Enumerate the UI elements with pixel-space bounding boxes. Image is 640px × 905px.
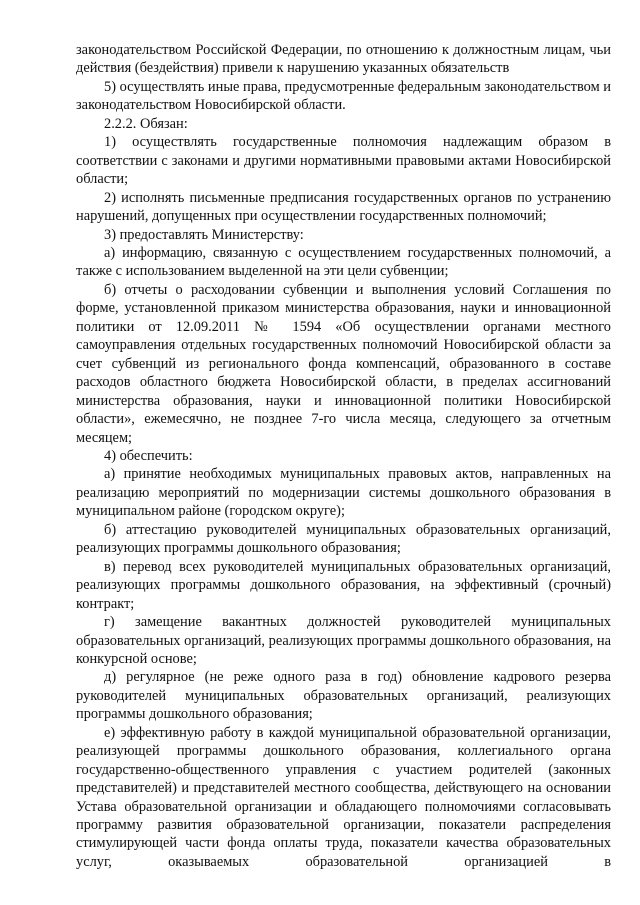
paragraph-continuation: законодательством Российской Федерации, по отношению к должностным лицам, чьи действия (бездействия) привели к нарушению указанных обязательств [76,42,611,77]
paragraph-item-4a: а) принятие необходимых муниципальных правовых актов, направленных на реализацию мероприятий по модернизации системы дошкольного образования в муниципальном районе (городском округе); [76,466,611,520]
paragraph-item-1: 1) осуществлять государственные полномочия надлежащим образом в соответствии с законами и другими нормативными правовыми актами Новосибирской области; [76,134,611,188]
paragraph-item-4v: в) перевод всех руководителей муниципальных образовательных организаций, реализующих программы дошкольного образования, на эффективный (срочный) контракт; [76,558,611,612]
paragraph-item-4d: д) регулярное (не реже одного раза в год) обновление кадрового резерва руководителей муниципальных образовательных организаций, реализующих программы дошкольного образования; [76,669,611,723]
section-heading-2-2-2: 2.2.2. Обязан: [104,115,188,132]
paragraph-item-4: 4) обеспечить: [104,447,193,464]
paragraph-item-3a: а) информацию, связанную с осуществлением государственных полномочий, а также с использованием выделенной на эти цели субвенции; [76,244,611,280]
paragraph-item-3b: б) отчеты о расходовании субвенции и выполнения условий Соглашения по форме, установленной приказом министерства образования, науки и инновационной политики от 12.09.2011 № 1594 «Об осуществлении органами местного самоуправления отдельных государственных полномочий Новосибирской области за счет субвенций из регионального фонда компенсаций, образованного в составе расходов областного бюджета Новосибирской области, в пределах ассигнований министерства образования, науки и инновационной политики Новосибирской области», ежемесячно, не позднее 7-го числа месяца, следующего за отчетным месяцем; [76,281,611,446]
paragraph-item-4b: б) аттестацию руководителей муниципальных образовательных организаций, реализующих программы дошкольного образования; [76,521,611,557]
paragraph-item-3: 3) предоставлять Министерству: [104,226,304,243]
paragraph-item-4e: е) эффективную работу в каждой муниципальной образовательной организации, реализующей программы дошкольного образования, коллегиального органа государственно-общественного управления с участием родителей (законных представителей) и представителей местного сообщества, действующего на основании Устава образовательной организации и обладающего полномочиями согласовывать программу развития образовательной организации, показатели распределения стимулирующей части фонда оплаты труда, показатели качества образовательных услуг, оказываемых образовательной организацией в [76,724,611,870]
paragraph-item-4g: г) замещение вакантных должностей руководителей муниципальных образовательных организаций, реализующих программы дошкольного образования, на конкурсной основе; [76,614,611,667]
paragraph-item-5: 5) осуществлять иные права, предусмотренные федеральным законодательством и законодательством Новосибирской области. [76,78,611,114]
paragraph-item-2: 2) исполнять письменные предписания государственных органов по устранению нарушений, допущенных при осуществлении государственных полномочий; [76,189,611,225]
